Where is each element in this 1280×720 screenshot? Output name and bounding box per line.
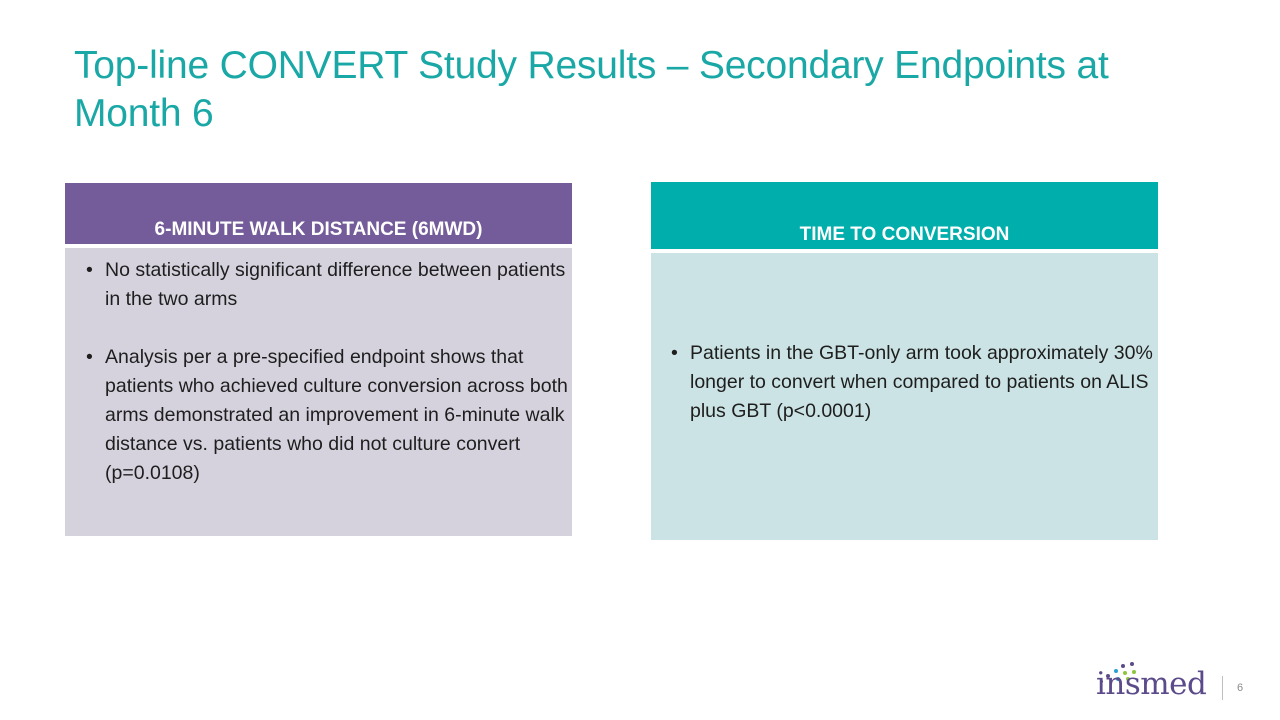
panel-header: [65, 183, 572, 244]
footer-divider: [1222, 676, 1223, 700]
panel-time-to-conversion: [651, 182, 1158, 540]
page-number: 6: [1237, 682, 1244, 694]
bullet-item: • Patients in the GBT-only arm took approximately 30% longer to convert when compared to patients on ALIS plus GBT (p<0.0001): [671, 339, 1158, 426]
bullet-item: • Analysis per a pre-specified endpoint shows that patients who achieved culture conversion across both arms demonstrated an improvement in 6-minute walk distance vs. patients who did not culture convert (p=0.0108): [86, 343, 572, 488]
slide-title: Top-line CONVERT Study Results – Secondary Endpoints at Month 6: [74, 44, 1109, 135]
panel-header-label: 6-MINUTE WALK DISTANCE (6MWD): [154, 219, 483, 240]
panel-header-label: TIME TO CONVERSION: [799, 224, 1010, 245]
insmed-logo: [1096, 660, 1211, 705]
bullet-list: [651, 253, 1158, 426]
logo-wordmark: insmed: [1096, 666, 1207, 702]
panel-6mwd: [65, 183, 572, 536]
panel-body: [651, 253, 1158, 540]
bullet-list: [65, 248, 572, 488]
panel-body: [65, 248, 572, 536]
panel-header: [651, 182, 1158, 249]
bullet-item: • No statistically significant difference between patients in the two arms: [86, 256, 572, 314]
